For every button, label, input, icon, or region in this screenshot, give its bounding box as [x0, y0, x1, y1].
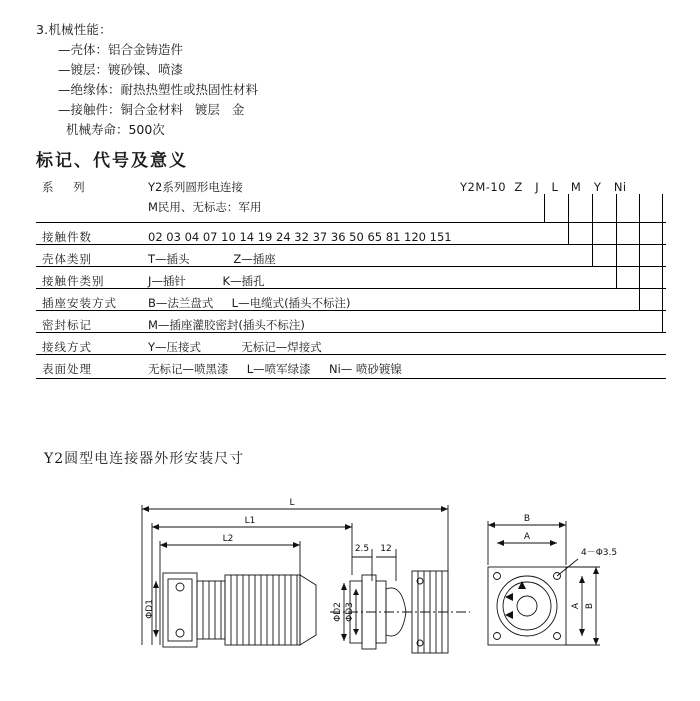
- dim-label-hole-note: 4－Φ3.5: [581, 548, 618, 558]
- code-value-contact-count: 02 03 04 07 10 14 19 24 32 37 36 50 65 81 120 151: [148, 230, 452, 244]
- code-value-contact-type: J—插针 K—插孔: [148, 274, 265, 288]
- divider-4: [36, 288, 666, 289]
- dim-label-L: L: [289, 498, 295, 508]
- dim-label-D3: ΦD3: [345, 602, 355, 622]
- dim-label-12: 12: [380, 544, 392, 554]
- code-label-sealing: 密封标记: [42, 318, 92, 332]
- code-label-contact-count: 接触件数: [42, 230, 92, 244]
- code-label-mounting: 插座安装方式: [42, 296, 117, 310]
- code-label-shell-type: 壳体类别: [42, 252, 92, 266]
- code-label-series: 系 列: [42, 180, 86, 194]
- code-label-contact-type: 接触件类别: [42, 274, 105, 288]
- dim-label-D2: ΦD2: [333, 602, 343, 622]
- connector-outline-svg: [0, 485, 700, 701]
- dim-label-A-right: A: [571, 602, 581, 610]
- dim-label-B-right: B: [585, 602, 595, 610]
- code-label-finish: 表面处理: [42, 362, 92, 376]
- page-heading: 标记、代号及意义: [36, 151, 188, 171]
- divider-1: [36, 222, 666, 223]
- divider-2: [36, 244, 666, 245]
- divider-6: [36, 332, 666, 333]
- designation-table: [36, 178, 666, 388]
- divider-8: [36, 378, 666, 379]
- dim-label-A-top: A: [523, 532, 531, 542]
- divider-5: [36, 310, 666, 311]
- section3-item-3: —接触件：铜合金材料 镀层 金: [58, 102, 245, 117]
- dim-label-B-top: B: [523, 514, 531, 524]
- mechanical-properties-section: [36, 20, 456, 140]
- code-value-termination: Y—压接式 无标记—焊接式: [148, 340, 322, 354]
- leader-line-1: [544, 194, 545, 222]
- code-value-finish: 无标记—喷黑漆 L—喷军绿漆 Ni— 喷砂镀镍: [148, 362, 402, 376]
- code-value-shell-type: T—插头 Z—插座: [148, 252, 276, 266]
- section3-item-2: —绝缘体：耐热热塑性或热固性材料: [58, 82, 259, 97]
- drawing-title: Y2圆型电连接器外形安装尺寸: [44, 451, 245, 467]
- section3-item-0: —壳体：铝合金铸造件: [58, 42, 184, 57]
- divider-3: [36, 266, 666, 267]
- divider-7: [36, 354, 666, 355]
- outline-drawing: [0, 485, 700, 701]
- code-row-finish: [36, 360, 666, 378]
- code-value-mounting: B—法兰盘式 L—电缆式(插头不标注): [148, 296, 351, 310]
- section3-item-1: —镀层：镀砂镍、喷漆: [58, 62, 184, 77]
- dim-label-L2: L2: [222, 534, 234, 544]
- code-sub-series: M民用、无标志：军用: [148, 200, 262, 214]
- dim-label-L1: L1: [244, 516, 256, 526]
- section3-title: 3.机械性能：: [36, 22, 112, 37]
- code-value-sealing: M—插座灌胶密封(插头不标注): [148, 318, 305, 332]
- part-number-string: Y2M-10 Z J L M Y Ni: [460, 180, 627, 194]
- section3-item-4: 机械寿命：500次: [58, 122, 165, 137]
- code-label-termination: 接线方式: [42, 340, 92, 354]
- code-value-series: Y2系列圆形电连接: [148, 180, 243, 194]
- code-row-series: [36, 178, 666, 196]
- dim-label-D1: ΦD1: [145, 599, 155, 619]
- dim-label-2p5: 2.5: [354, 544, 370, 554]
